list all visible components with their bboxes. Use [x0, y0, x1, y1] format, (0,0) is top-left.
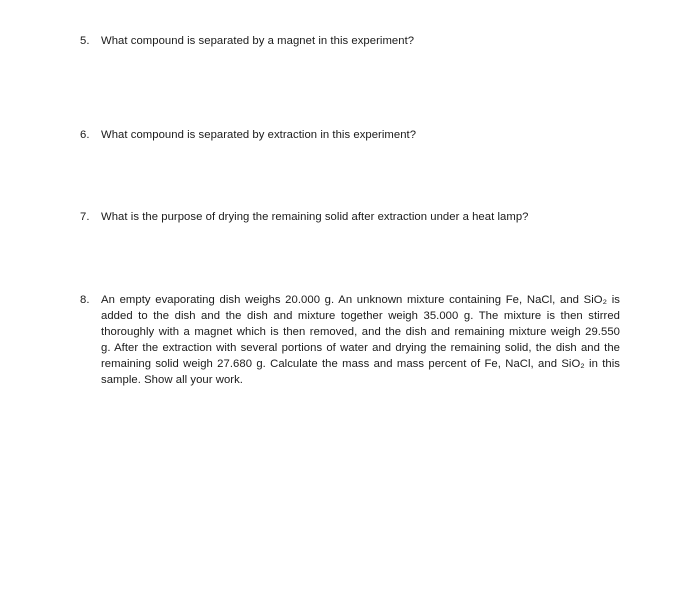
- question-7: [80, 209, 529, 225]
- question-text: What compound is separated by extraction in this experiment?: [101, 129, 417, 141]
- question-number: 5.: [80, 35, 90, 47]
- question-text: What is the purpose of drying the remaining solid after extraction under a heat lamp?: [101, 211, 529, 223]
- question-text-line: g. After the extraction with several portions of water and drying the remaining solid, the dish and the: [101, 342, 620, 354]
- question-5: [80, 33, 414, 49]
- question-text-line: An empty evaporating dish weighs 20.000 g. An unknown mixture containing Fe, NaCl, and SiO₂ is: [101, 294, 620, 306]
- question-text: [101, 292, 620, 388]
- question-number: 8.: [80, 294, 90, 306]
- question-text-line: thoroughly with a magnet which is then removed, and the dish and remaining mixture weigh 29.550: [101, 326, 620, 338]
- question-6: [80, 127, 416, 143]
- question-text-line: remaining solid weigh 27.680 g. Calculate the mass and mass percent of Fe, NaCl, and SiO₂ in this: [101, 358, 620, 370]
- question-number: 6.: [80, 129, 90, 141]
- question-text-line: sample. Show all your work.: [101, 374, 243, 386]
- question-text: What compound is separated by a magnet in this experiment?: [101, 35, 415, 47]
- question-number: 7.: [80, 211, 90, 223]
- question-8: [80, 292, 620, 388]
- question-text-line: added to the dish and the dish and mixture together weigh 35.000 g. The mixture is then stirred: [101, 310, 620, 322]
